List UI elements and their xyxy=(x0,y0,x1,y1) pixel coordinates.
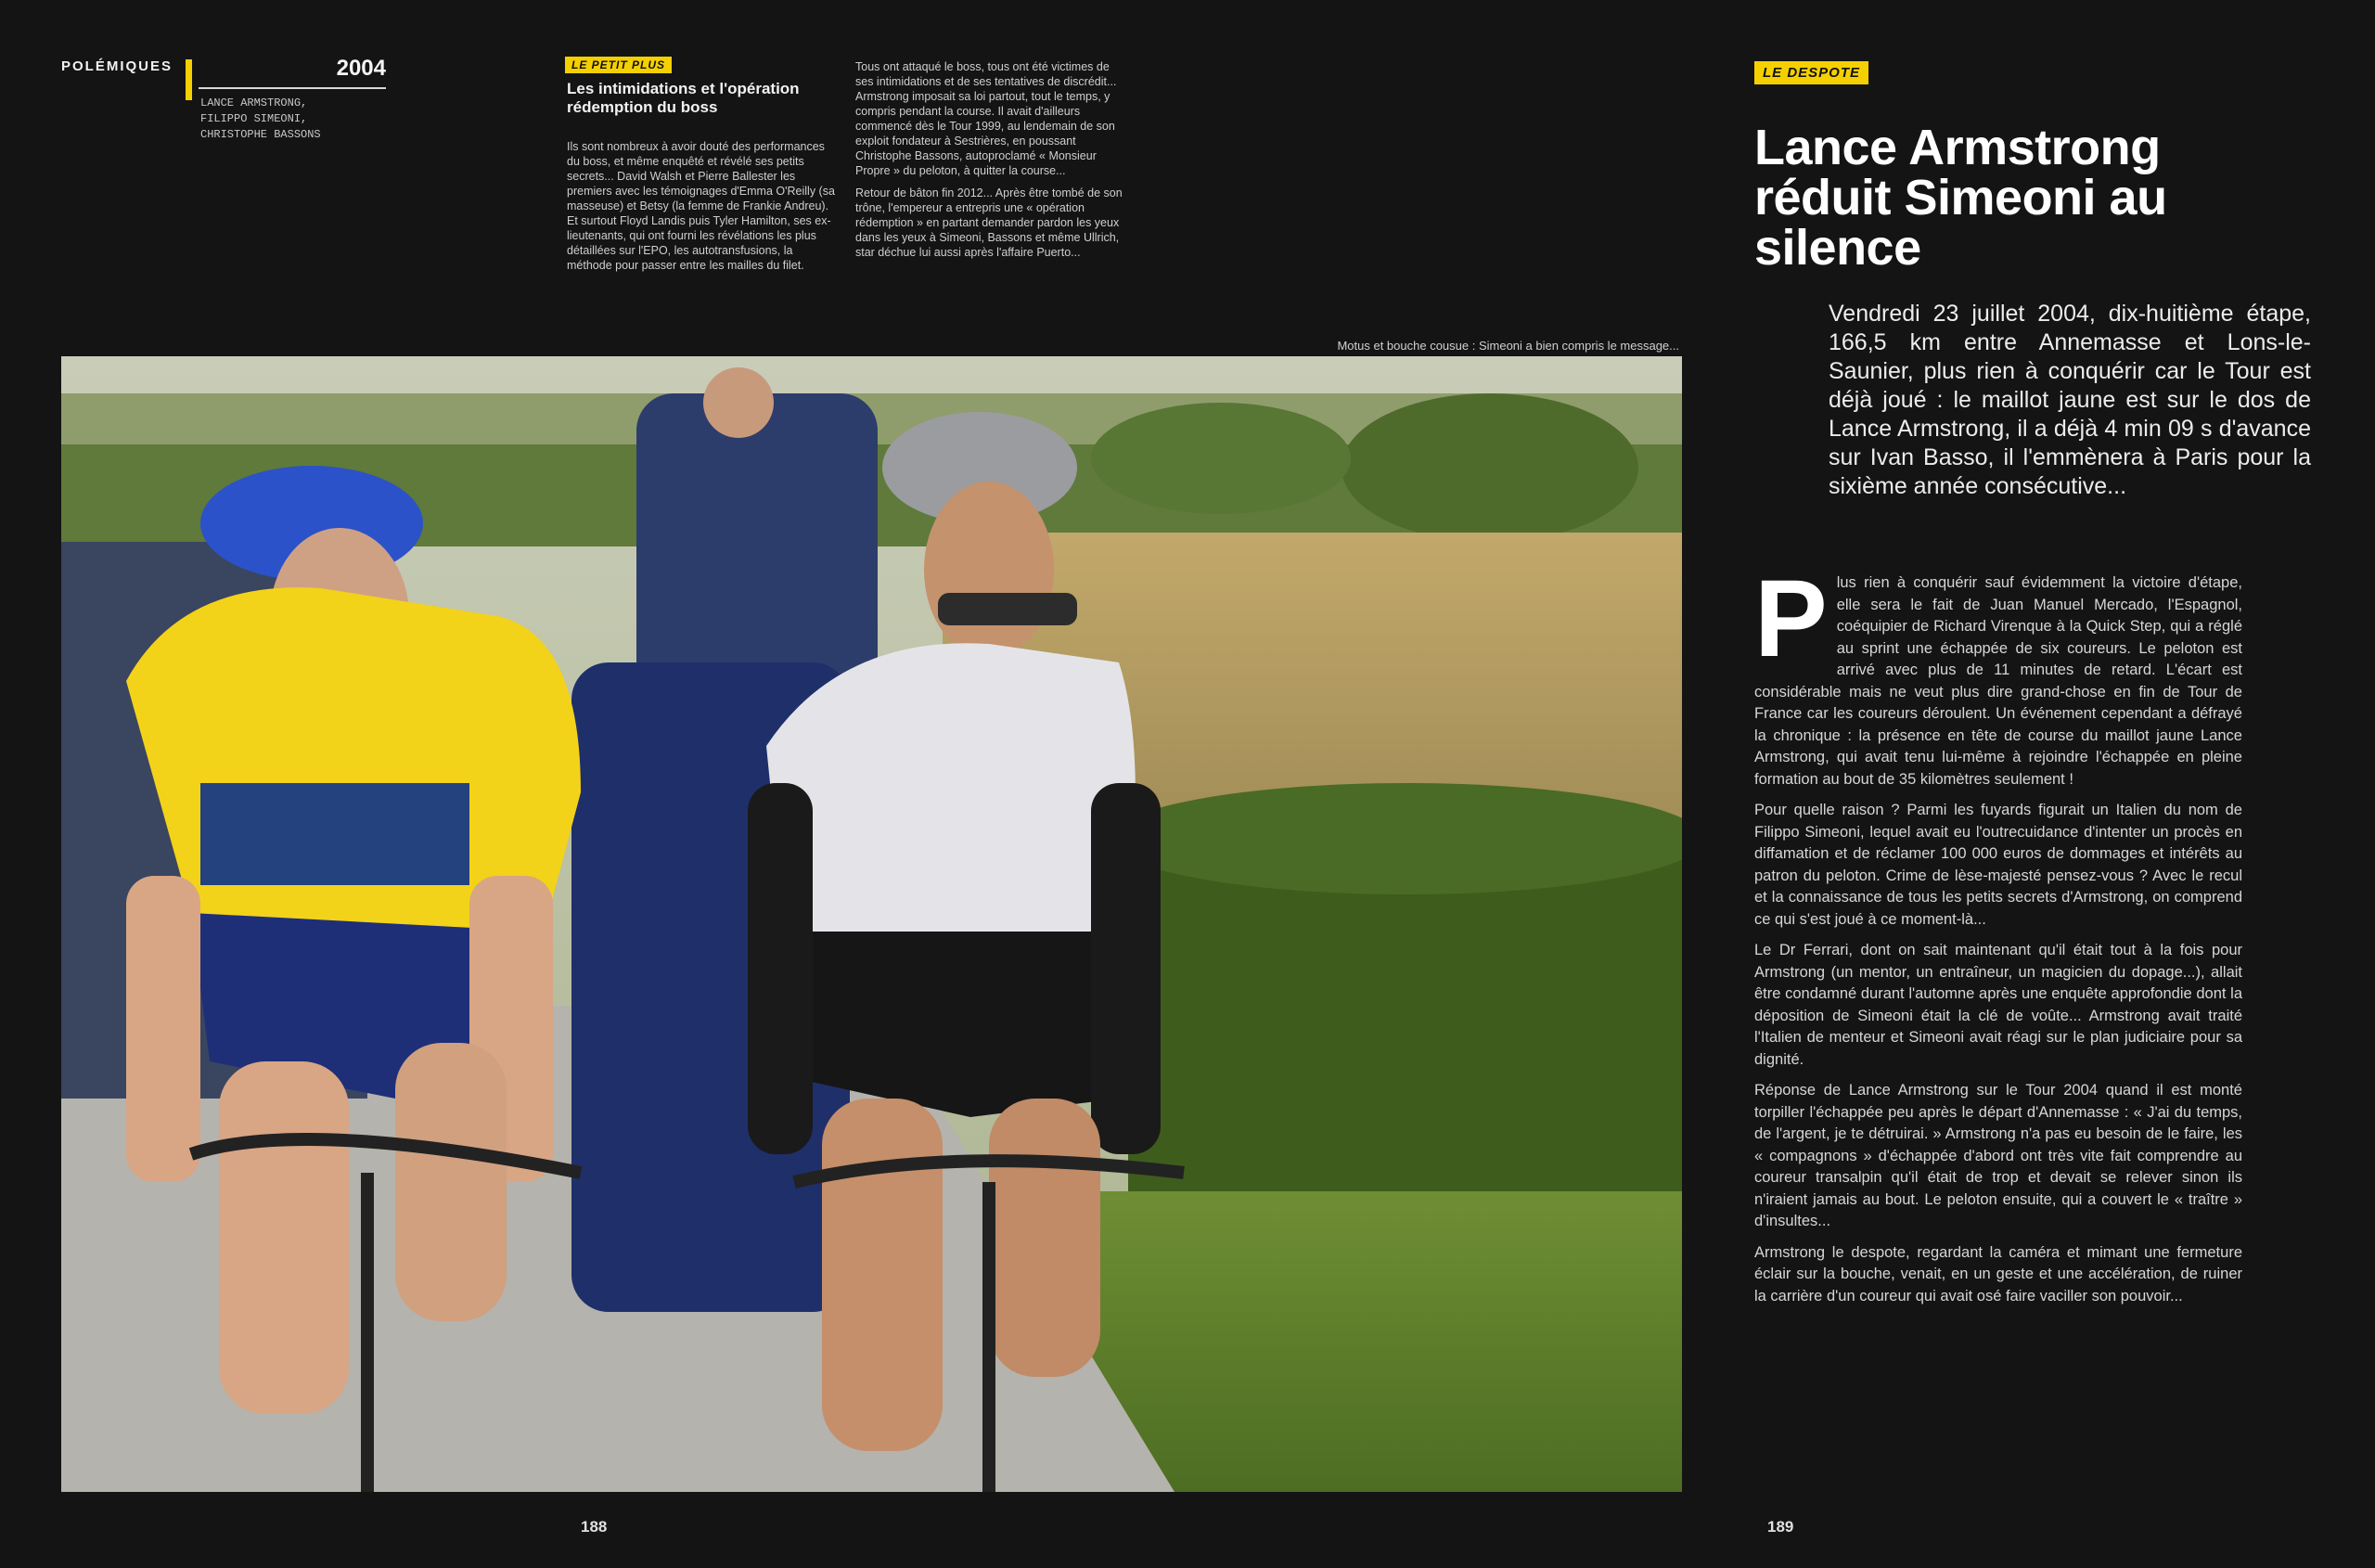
paragraph-text: lus rien à conquérir sauf évidemment la victoire d'étape, elle sera le fait de Juan Manuel Mercado, l'Espagnol, coéquipier de Richard Virenque à la Quick Step, qui a réglé au sprint une échappée de six coureurs. Le peloton est arrivé avec plus de 11 minutes de retard. L'écart est considérable mais ne veut plus dire grand-chose en fin de Tour de France car les coureurs déroulent. Un événement cependant a défrayé la chronique : la présence en tête de course du maillot jaune Lance Armstrong, qui avait tenu lui-même à rejoindre l'échappée en pleine formation au bout de 35 kilomètres seulement ! xyxy=(1754,574,2242,788)
body-paragraph: Réponse de Lance Armstrong sur le Tour 2004 quand il est monté torpiller l'échappée peu après le départ d'Annemasse : « J'ai du temps, de l'argent, je te détruirai. » Armstrong n'a pas eu besoin de le faire, les « compagnons » d'échappée d'abord ont très vite fait comprendre au coureur transalpin qu'il était de trop et devait se relever sinon ils n'iraient jamais au bout. Le peloton ensuite, qui a couvert le « traître » d'insultes... xyxy=(1754,1082,2242,1229)
article-lead: Vendredi 23 juillet 2004, dix-huitième étape, 166,5 km entre Annemasse et Lons-le-Saunier, plus rien à conquérir car le Tour est déjà joué : le maillot jaune est sur le dos de Lance Armstrong, il a déjà 4 min 09 s d'avance sur Ivan Basso, il l'emmènera à Paris pour la sixième année consécutive... xyxy=(1829,301,2311,499)
names-list xyxy=(200,96,321,143)
article-body xyxy=(1754,558,2242,1317)
sidebar-column-2 xyxy=(855,59,1130,267)
body-paragraph: Pour quelle raison ? Parmi les fuyards figurait un Italien du nom de Filippo Simeoni, lequel avait eu l'outrecuidance d'intenter un procès en diffamation et de réclamer 100 000 euros de dommages et intérêts au patron du peloton. Crime de lèse-majesté pensez-vous ? Avec le recul et la connaissance de tous les petits secrets d'Armstrong, on comprend ce qui s'est joué à ce moment-là... xyxy=(1754,802,2242,928)
page-number-left: 188 xyxy=(581,1518,608,1536)
article-tag: LE DESPOTE xyxy=(1754,61,1868,84)
page-number-right: 189 xyxy=(1767,1518,1794,1536)
section-label: POLÉMIQUES xyxy=(61,58,173,74)
cyclists-photo xyxy=(61,356,1682,1492)
year-label: 2004 xyxy=(336,56,386,81)
header-divider xyxy=(199,87,386,89)
sidebar-text: Ils sont nombreux à avoir douté des performances du boss, et même enquêté et révélé ses petits secrets... David Walsh et Pierre Ballester les premiers avec les témoignages d'Emma O'Reilly (sa masseuse) et Betsy (la femme de Frankie Andreu). Et surtout Floyd Landis puis Tyler Hamilton, ses ex-lieutenants, qui ont fourni les révélations les plus détaillées sur l'EPO, les autotransfusions, la méthode pour passer entre les mailles du filet. xyxy=(567,140,835,272)
accent-bar xyxy=(186,59,192,100)
sidebar-tag: LE PETIT PLUS xyxy=(565,57,672,73)
body-paragraph xyxy=(1754,558,2242,790)
drop-cap: P xyxy=(1754,558,1828,680)
sidebar-paragraph: Retour de bâton fin 2012... Après être tombé de son trône, l'empereur a entrepris une « opération rédemption » en partant demander pardon les yeux dans les yeux à Simeoni, Bassons et même Ullrich, star déchue lui aussi après l'affaire Puerto... xyxy=(855,186,1123,259)
name-item: FILIPPO SIMEONI, xyxy=(200,112,308,125)
sidebar-paragraph: Tous ont attaqué le boss, tous ont été victimes de ses intimidations et de ses tentatives de discrédit... Armstrong imposait sa loi partout, tout le temps, y compris pendant la course. Il avait d'ailleurs commencé dès le Tour 1999, au lendemain de son exploit fondateur à Sestrières, en poussant Christophe Bassons, autoproclamé « Monsieur Propre » du peloton, à quitter la course... xyxy=(855,60,1117,177)
name-item: LANCE ARMSTRONG, xyxy=(200,96,308,109)
photo-caption: Motus et bouche cousue : Simeoni a bien compris le message... xyxy=(1337,339,1679,353)
article-headline: Lance Armstrong réduit Simeoni au silence xyxy=(1754,120,2167,276)
body-paragraph: Le Dr Ferrari, dont on sait maintenant qu'il était tout à la fois pour Armstrong (un mentor, un entraîneur, un magicien du dopage...), allait être condamné durant l'automne après une enquête approfondie dont la déposition de Simeoni était la clé de voûte... Armstrong avait traité l'Italien de menteur et Simeoni avait réagi sur le plan judiciaire pour sa dignité. xyxy=(1754,942,2242,1068)
name-item: CHRISTOPHE BASSONS xyxy=(200,128,321,141)
sidebar-title: Les intimidations et l'opération rédemption du boss xyxy=(567,80,800,116)
body-paragraph: Armstrong le despote, regardant la caméra et mimant une fermeture éclair sur la bouche, venait, en un geste et une accélération, de ruiner la carrière d'un coureur qui avait osé faire vaciller son pouvoir... xyxy=(1754,1243,2242,1305)
